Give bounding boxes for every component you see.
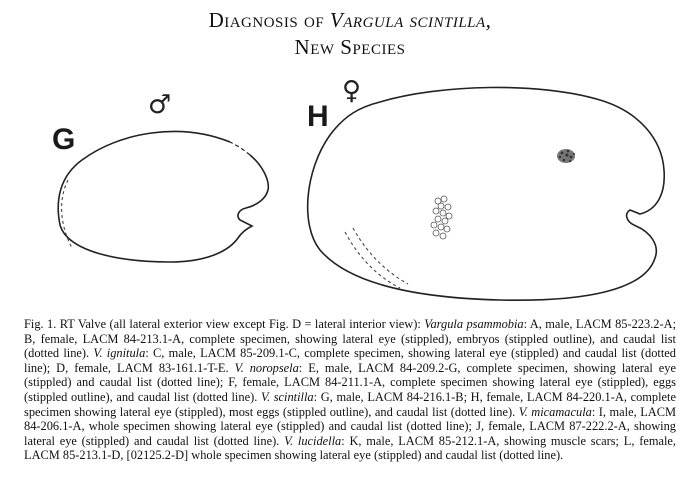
valve-g-caudal-list bbox=[62, 180, 72, 248]
caption-species: V. scintilla bbox=[260, 389, 314, 404]
figure-caption bbox=[24, 317, 676, 463]
page-subtitle: New Species bbox=[294, 35, 406, 59]
caption-species: V. lucidella bbox=[284, 433, 342, 448]
valve-h-caudal-list-1 bbox=[345, 232, 400, 288]
title-species: Vargula scintilla, bbox=[329, 8, 492, 32]
caption-text: : A, male, LACM 85-223.2-A; B, female, LACM 84-213.1-A, complete specimen, showing lateral eye (stippled), embryos (stippled outline), and caudal list (dotted line). bbox=[24, 317, 677, 361]
valve-g-outline bbox=[58, 132, 268, 262]
caption-species: V. micamacula bbox=[518, 404, 592, 419]
caption-text: RT Valve (all lateral exterior view except Fig. D = lateral interior view): bbox=[56, 317, 425, 331]
caption-species: V. noropsela bbox=[234, 360, 299, 375]
eggs-stippled-outline bbox=[431, 196, 452, 239]
valve-h-outline bbox=[308, 87, 665, 300]
title-prefix: Diagnosis of bbox=[208, 8, 325, 32]
panel-label-h: H bbox=[307, 100, 329, 133]
caption-species: Vargula psammobia bbox=[424, 317, 524, 331]
panel-label-g: G bbox=[52, 123, 76, 156]
lateral-eye-stipple bbox=[557, 149, 575, 163]
valve-g-dashed-line bbox=[230, 142, 250, 155]
caption-text: : G, male, LACM 84-216.1-B; H, female, LACM 84-220.1-A, complete specimen showing lateral eye (stippled), most eggs (stippled outline), and caudal list (dotted line). bbox=[24, 389, 676, 419]
caption-text: : K, male, LACM 85-212.1-A, showing muscle scars; L, female, LACM 85-213.1-D, [02125.2-D] whole specimen showing lateral eye (stippled) and caudal list (dotted line). bbox=[24, 433, 676, 463]
male-symbol-icon: ♂ bbox=[148, 90, 172, 120]
caption-species: V. ignitula bbox=[93, 346, 146, 361]
caption-text: : I, male, LACM 84-206.1-A, whole specimen showing lateral eye (stippled) and caudal list (dotted line); J, female, LACM 87-222.2-A, showing lateral eye (stippled) and caudal list (dotted line). bbox=[24, 404, 677, 448]
caption-fig-label: Fig. 1. bbox=[24, 317, 57, 331]
female-symbol-icon: ♀ bbox=[342, 76, 362, 106]
caption-text: : E, male, LACM 84-209.2-G, complete specimen, showing lateral eye (stippled) and caudal list (dotted line); F, female, LACM 84-211.1-A, complete specimen showing lateral eye (stippled), eggs (stippled outline), and caudal list (dotted line). bbox=[24, 360, 676, 404]
caption-text: : C, male, LACM 85-209.1-C, complete specimen, showing lateral eye (stippled) and caudal list (dotted line); D, female, LACM 83-161.1-T-E. bbox=[24, 346, 676, 375]
